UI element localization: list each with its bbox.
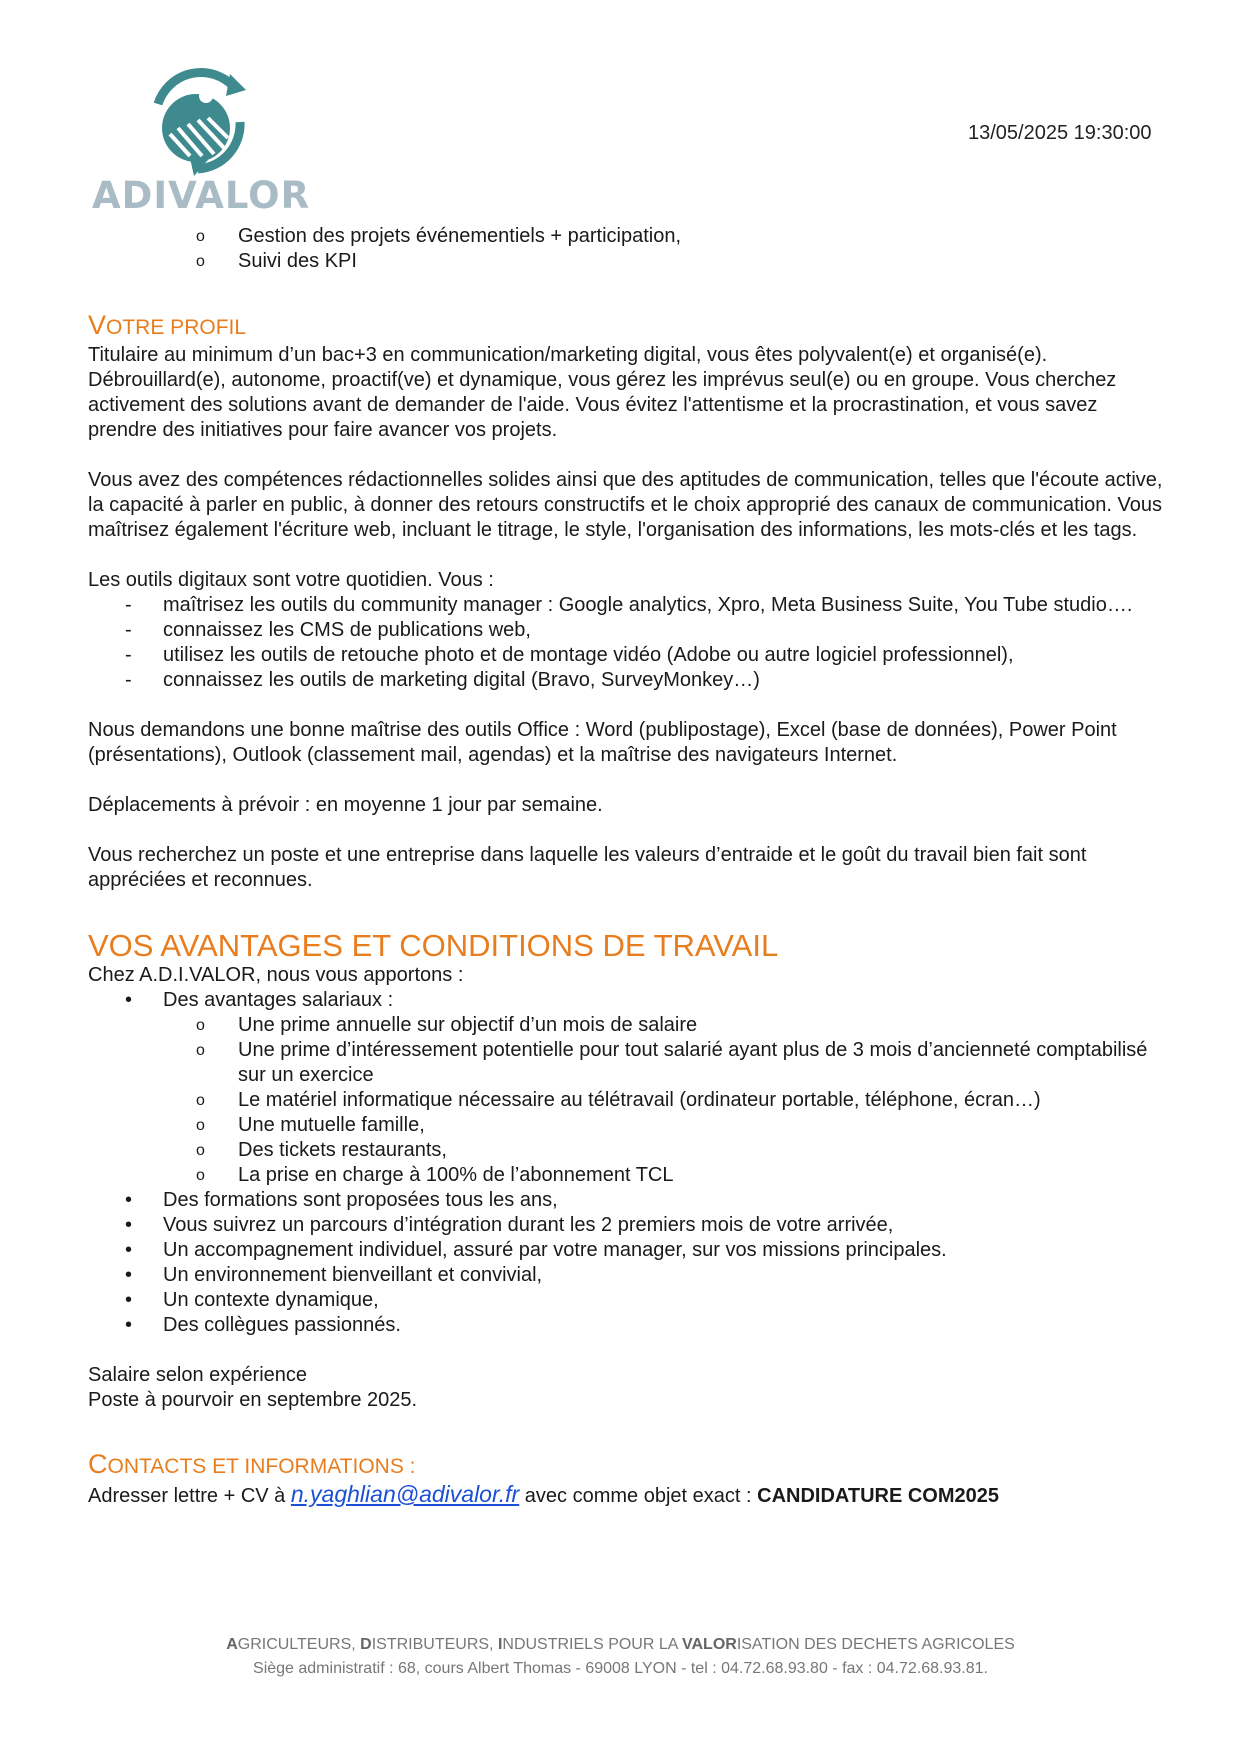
salary-line: Salaire selon expérience <box>88 1364 308 1386</box>
start-date-line: Poste à pourvoir en septembre 2025. <box>88 1389 418 1411</box>
list-item: • Des avantages salariaux : <box>125 989 394 1011</box>
profil-paragraph-4: Déplacements à prévoir : en moyenne 1 jour par semaine. <box>88 794 603 816</box>
salary-sublist <box>88 1013 1168 1188</box>
list-item: • Un environnement bienveillant et convivial, <box>125 1264 543 1286</box>
tools-list <box>88 593 1168 693</box>
avantages-intro: Chez A.D.I.VALOR, nous vous apportons : <box>88 964 464 986</box>
list-item: o Une prime d’intéressement potentielle pour tout salarié ayant plus de 3 mois d’ancienneté comptabilisé sur un exercice <box>196 1039 1148 1086</box>
list-item: - utilisez les outils de retouche photo et de montage vidéo (Adobe ou autre logiciel professionnel), <box>125 644 1014 666</box>
avantages-heading: VOS AVANTAGES ET CONDITIONS DE TRAVAIL <box>88 928 779 963</box>
list-item: • Un contexte dynamique, <box>125 1289 379 1311</box>
list-item: - connaissez les outils de marketing digital (Bravo, SurveyMonkey…) <box>125 669 760 691</box>
contact-line <box>88 1482 1168 1509</box>
contacts-heading: CONTACTS ET INFORMATIONS : <box>88 1449 416 1479</box>
list-item: o Une mutuelle famille, <box>196 1114 425 1136</box>
list-item: o Une prime annuelle sur objectif d’un mois de salaire <box>196 1014 698 1036</box>
list-item: - maîtrisez les outils du community manager : Google analytics, Xpro, Meta Business Suite, You Tube studio…. <box>125 594 1133 616</box>
document-datetime: 13/05/2025 19:30:00 <box>968 122 1152 144</box>
avantages-list-2 <box>88 1188 1168 1338</box>
profil-paragraph-2: Vous avez des compétences rédactionnelles solides ainsi que des aptitudes de communication, telles que l'écoute active, la capacité à parler en public, à donner des retours constructifs et le choix approprié des canaux de communication. Vous maîtrisez également l'écriture web, incluant le titrage, le style, l'organisation des informations, les mots-clés et les tags. <box>88 469 1163 541</box>
recycle-logo-icon <box>138 64 258 184</box>
footer-line-2: Siège administratif : 68, cours Albert Thomas - 69008 LYON - tel : 04.72.68.93.80 - fax : 04.72.68.93.81. <box>253 1660 988 1677</box>
list-item: • Un accompagnement individuel, assuré par votre manager, sur vos missions principales. <box>125 1239 947 1261</box>
list-item: • Vous suivrez un parcours d’intégration durant les 2 premiers mois de votre arrivée, <box>125 1214 894 1236</box>
list-item: o Le matériel informatique nécessaire au télétravail (ordinateur portable, téléphone, écran…) <box>196 1089 1041 1111</box>
avantages-list <box>88 988 1168 1013</box>
list-item: o Gestion des projets événementiels + participation, <box>196 225 682 247</box>
intro-list <box>88 224 1168 274</box>
footer-line-1: AGRICULTEURS, DISTRIBUTEURS, INDUSTRIELS POUR LA VALORISATION DES DECHETS AGRICOLES <box>226 1636 1015 1653</box>
list-item: o Suivi des KPI <box>196 250 357 272</box>
list-item: o Des tickets restaurants, <box>196 1139 447 1161</box>
contact-mid: avec comme objet exact : <box>524 1485 752 1507</box>
list-item: o La prise en charge à 100% de l’abonnement TCL <box>196 1164 674 1186</box>
profil-paragraph-3: Nous demandons une bonne maîtrise des outils Office : Word (publipostage), Excel (base de données), Power Point (présentations), Outlook (classement mail, agendas) et la maîtrise des navigateurs Internet. <box>88 719 1117 766</box>
profil-heading: VOTRE PROFIL <box>88 310 247 340</box>
profil-paragraph-1: Titulaire au minimum d’un bac+3 en communication/marketing digital, vous êtes polyvalent(e) et organisé(e). Débrouillard(e), autonome, proactif(ve) et dynamique, vous gérez les imprévus seul(e) ou en groupe. Vous cherchez activement des solutions avant de demander de l'aide. Vous évitez l'attentisme et la procrastination, et vous savez prendre des initiatives pour faire avancer vos projets. <box>88 344 1117 441</box>
document-body <box>88 224 1168 1509</box>
list-item: • Des collègues passionnés. <box>125 1314 401 1336</box>
contact-subject: CANDIDATURE COM2025 <box>757 1485 1000 1507</box>
contact-prefix: Adresser lettre + CV à <box>88 1485 286 1507</box>
contact-email-link[interactable]: n.yaghlian@adivalor.fr <box>290 1481 520 1507</box>
tools-intro: Les outils digitaux sont votre quotidien. Vous : <box>88 569 494 591</box>
list-item: - connaissez les CMS de publications web, <box>125 619 531 641</box>
list-item: • Des formations sont proposées tous les ans, <box>125 1189 558 1211</box>
logo-wordmark: ADIVALOR <box>92 174 311 217</box>
profil-paragraph-5: Vous recherchez un poste et une entreprise dans laquelle les valeurs d’entraide et le goût du travail bien fait sont appréciées et reconnues. <box>88 844 1087 891</box>
